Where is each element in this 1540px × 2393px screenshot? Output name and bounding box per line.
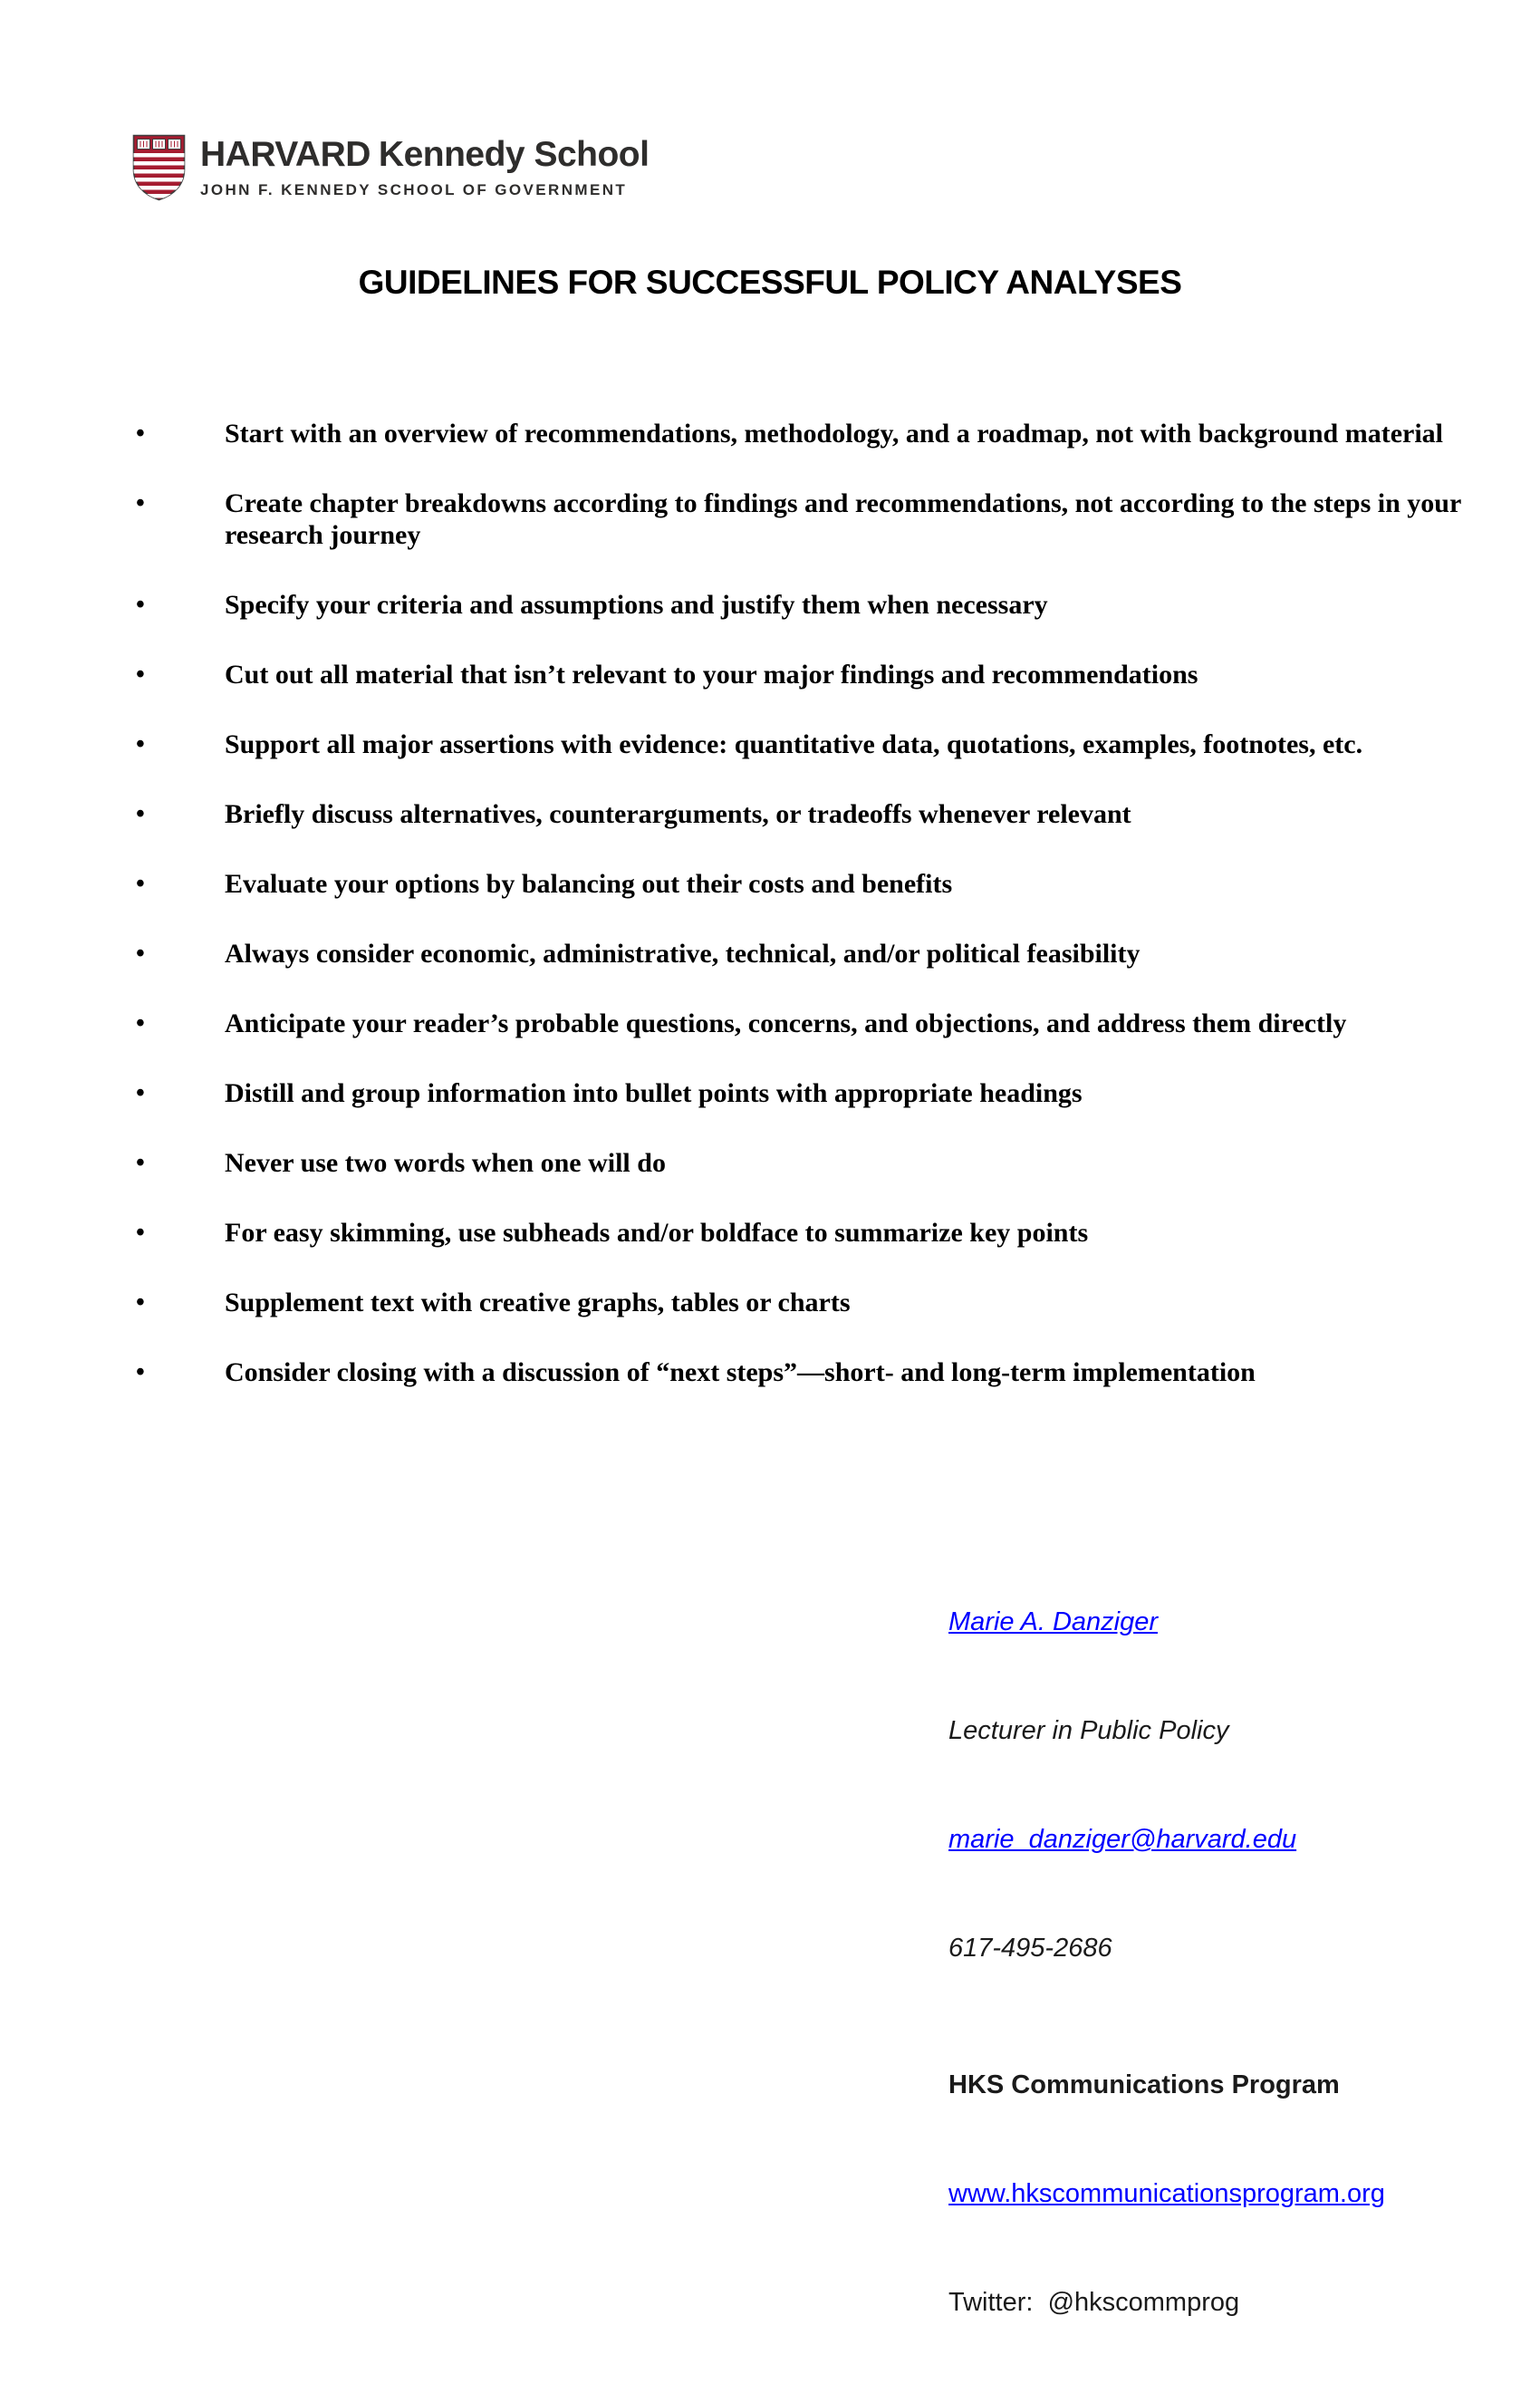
list-item	[136, 798, 1487, 830]
list-item	[136, 1008, 1487, 1039]
list-item-text: Specify your criteria and assumptions and justify them when necessary	[225, 590, 1048, 620]
bullet-icon: •	[136, 1358, 145, 1386]
hks-wordmark-harvard: HARVARD	[200, 135, 371, 174]
bullet-icon: •	[136, 940, 145, 968]
list-item-text: Create chapter breakdowns according to findings and recommendations, not according to the steps in your research journey	[225, 488, 1461, 550]
hks-logo-subtitle: JOHN F. KENNEDY SCHOOL OF GOVERNMENT	[200, 181, 628, 198]
org-website-link[interactable]: www.hkscommunicationsprogram.org	[948, 2179, 1385, 2208]
bullet-icon: •	[136, 661, 145, 689]
list-item	[136, 418, 1487, 449]
bullet-icon: •	[136, 1288, 145, 1317]
bullet-icon: •	[136, 1219, 145, 1247]
list-item	[136, 1356, 1487, 1388]
list-item-text: Cut out all material that isn’t relevant to your major findings and recommendations	[225, 660, 1198, 690]
bullet-icon: •	[136, 1149, 145, 1177]
guidelines-list	[136, 418, 1487, 1426]
hks-logo	[131, 133, 649, 202]
list-item-text: Support all major assertions with evidence: quantitative data, quotations, examples, footnotes, etc.	[225, 729, 1363, 759]
bullet-icon: •	[136, 591, 145, 619]
page-title: GUIDELINES FOR SUCCESSFUL POLICY ANALYSES	[358, 264, 1182, 301]
bullet-icon: •	[136, 489, 145, 517]
list-item	[136, 1147, 1487, 1179]
list-item	[136, 1287, 1487, 1318]
list-item	[136, 589, 1487, 621]
list-item	[136, 487, 1487, 551]
hks-wordmark-kennedy-school: Kennedy School	[378, 135, 650, 174]
list-item-text: For easy skimming, use subheads and/or boldface to summarize key points	[225, 1218, 1089, 1248]
list-item	[136, 1077, 1487, 1109]
list-item-text: Always consider economic, administrative, technical, and/or political feasibility	[225, 939, 1141, 969]
list-item-text: Supplement text with creative graphs, tables or charts	[225, 1288, 851, 1317]
bullet-icon: •	[136, 1009, 145, 1037]
author-phone: 617-495-2686	[948, 1934, 1112, 1963]
org-twitter: Twitter: @hkscommprog	[948, 2288, 1240, 2317]
contact-block	[948, 1531, 1385, 2393]
harvard-shield-icon	[131, 133, 187, 202]
bullet-icon: •	[136, 420, 145, 448]
bullet-icon: •	[136, 870, 145, 898]
list-item-text: Evaluate your options by balancing out their costs and benefits	[225, 869, 953, 899]
list-item	[136, 659, 1487, 690]
org-name: HKS Communications Program	[948, 2070, 1340, 2099]
author-name-link[interactable]: Marie A. Danziger	[948, 1607, 1159, 1636]
list-item-text: Anticipate your reader’s probable questions, concerns, and objections, and address them directly	[225, 1008, 1347, 1038]
list-item-text: Start with an overview of recommendations, methodology, and a roadmap, not with background material	[225, 419, 1444, 449]
list-item	[136, 938, 1487, 970]
author-email-link[interactable]: marie_danziger@harvard.edu	[948, 1825, 1297, 1854]
list-item	[136, 1217, 1487, 1249]
list-item-text: Distill and group information into bullet points with appropriate headings	[225, 1078, 1083, 1108]
list-item	[136, 868, 1487, 900]
bullet-icon: •	[136, 730, 145, 758]
list-item-text: Never use two words when one will do	[225, 1148, 666, 1178]
author-role: Lecturer in Public Policy	[948, 1716, 1229, 1745]
bullet-icon: •	[136, 800, 145, 828]
list-item	[136, 729, 1487, 760]
hks-logo-text	[200, 133, 649, 199]
hks-wordmark	[200, 135, 649, 175]
bullet-icon: •	[136, 1079, 145, 1107]
list-item-text: Briefly discuss alternatives, counterarguments, or tradeoffs whenever relevant	[225, 799, 1131, 829]
list-item-text: Consider closing with a discussion of “next steps”—short- and long-term implementation	[225, 1357, 1256, 1387]
